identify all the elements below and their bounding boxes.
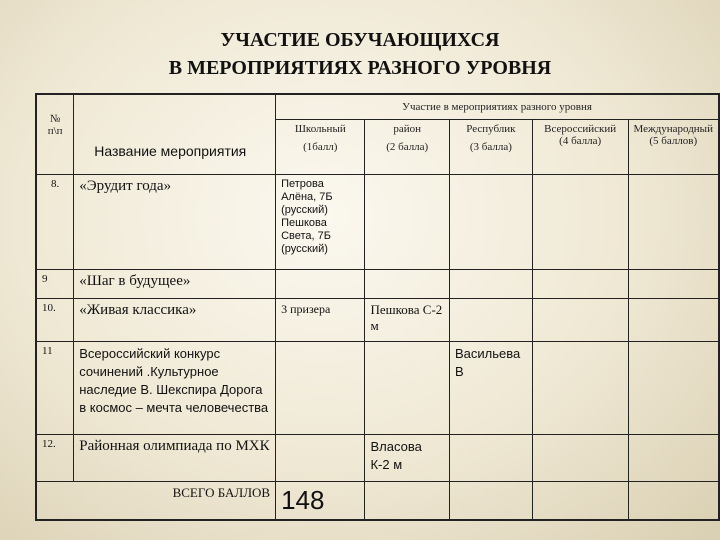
page-title xyxy=(0,26,720,82)
header-level-district: район (2 балла) xyxy=(365,119,450,174)
row-name: «Живая классика» xyxy=(74,298,276,341)
cell-republic: Васильева В xyxy=(449,341,532,434)
cell-district: Власова К-2 м xyxy=(365,434,450,481)
table-row xyxy=(36,269,719,298)
total-row xyxy=(36,481,719,520)
table-row xyxy=(36,434,719,481)
row-num: 10. xyxy=(36,298,74,341)
table-row xyxy=(36,174,719,269)
table-row xyxy=(36,298,719,341)
row-num: 8. xyxy=(36,174,74,269)
cell-school: Петрова Алёна, 7Б (русский) Пешкова Света, 7Б (русский) xyxy=(276,174,365,269)
header-name: Название мероприятия xyxy=(74,94,276,174)
cell-school: 3 призера xyxy=(276,298,365,341)
header-level-republic: Республик (3 балла) xyxy=(449,119,532,174)
row-name: «Эрудит года» xyxy=(74,174,276,269)
header-level-school: Школьный (1балл) xyxy=(276,119,365,174)
table-row xyxy=(36,341,719,434)
row-num: 11 xyxy=(36,341,74,434)
title-line-2: В МЕРОПРИЯТИЯХ РАЗНОГО УРОВНЯ xyxy=(168,57,552,79)
row-name: Всероссийский конкурс сочинений .Культурное наследие В. Шекспира Дорога в космос – мечта человечества xyxy=(74,341,276,434)
row-name: Районная олимпиада по МХК xyxy=(74,434,276,481)
header-level-international: Международный (5 баллов) xyxy=(628,119,719,174)
row-num: 9 xyxy=(36,269,74,298)
title-line-1: УЧАСТИЕ ОБУЧАЮЩИХСЯ xyxy=(220,29,500,51)
row-num: 12. xyxy=(36,434,74,481)
cell-district: Пешкова С-2 м xyxy=(365,298,450,341)
header-num: № п\п xyxy=(36,94,74,174)
header-level-national: Всероссийский (4 балла) xyxy=(532,119,628,174)
events-table xyxy=(35,93,720,521)
row-name: «Шаг в будущее» xyxy=(74,269,276,298)
header-group: Участие в мероприятиях разного уровня xyxy=(276,94,719,119)
total-label: ВСЕГО БАЛЛОВ xyxy=(36,481,276,520)
total-value: 148 xyxy=(276,481,365,520)
